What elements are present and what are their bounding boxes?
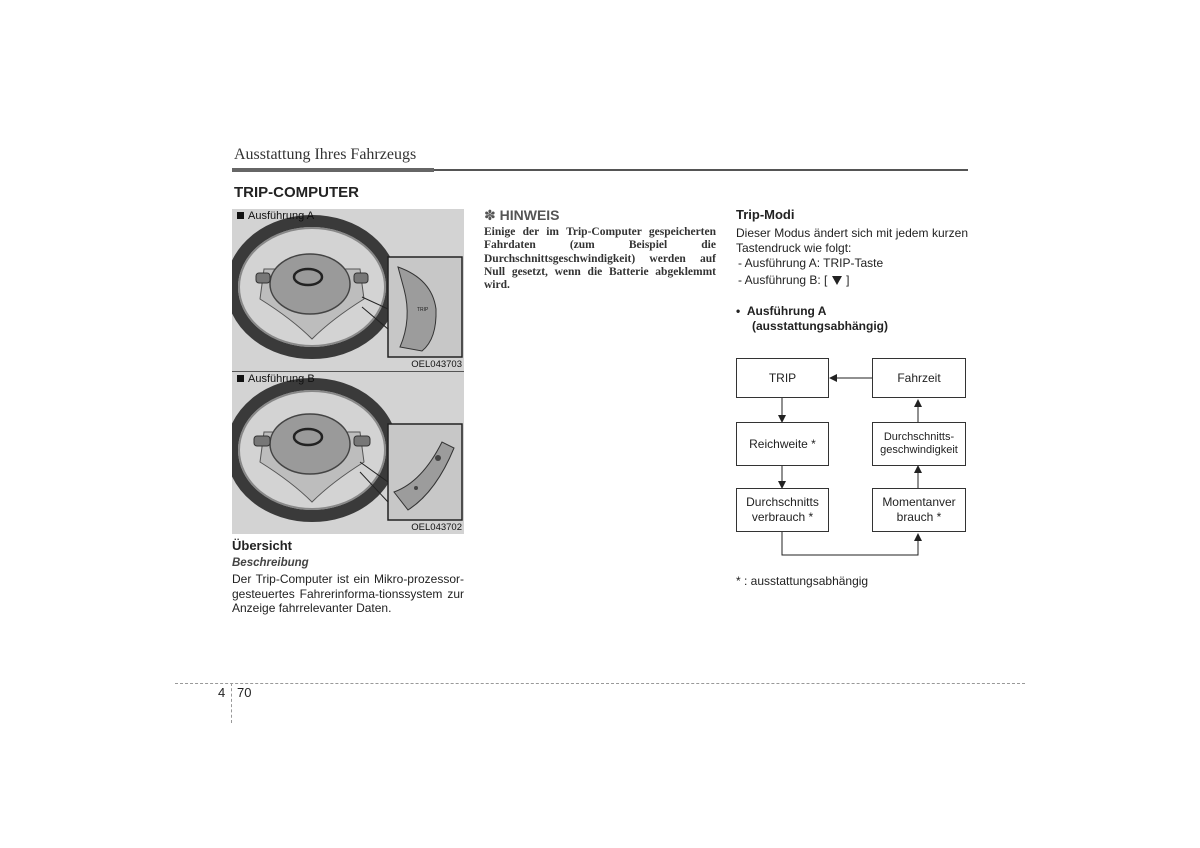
trip-modes-footnote: * : ausstattungsabhängig — [736, 574, 869, 588]
steering-wheel-a-illustration — [232, 209, 464, 371]
note-text: Einige der im Trip-Computer gespeicherten Fahrdaten (zum Beispiel die Durchschnittsgeschwindigkeit) werden auf Null gesetzt, wenn die Batterie abgeklemmt wird. — [484, 226, 716, 292]
header-rule-accent — [232, 168, 434, 172]
flow-box-fahrzeit: Fahrzeit — [872, 358, 966, 398]
flow-box-reichweite: Reichweite * — [736, 422, 829, 466]
page-header-title: Ausstattung Ihres Fahrzeugs — [234, 146, 417, 163]
figure-b-label: Ausführung B — [237, 373, 315, 385]
steering-wheel-figure-b — [232, 371, 464, 534]
flow-box-durchschnittsgeschwindigkeit: Durchschnitts- geschwindigkeit — [872, 422, 966, 466]
overview-text: Der Trip-Computer ist ein Mikro-prozessor-gesteuertes Fahrerinforma-tionssystem zur Anzeige fahrrelevanter Daten. — [232, 572, 464, 615]
overview-subheading: Beschreibung — [232, 557, 309, 569]
down-triangle-icon — [832, 276, 842, 285]
footer-rule — [175, 683, 1025, 684]
figure-b-code: OEL043702 — [411, 522, 462, 533]
trip-modes-heading: Trip-Modi — [736, 207, 795, 222]
note-title: ✽ HINWEIS — [484, 207, 560, 223]
section-title: TRIP-COMPUTER — [234, 184, 359, 201]
figure-a-code: OEL043703 — [411, 359, 462, 370]
trip-modes-item-a: - Ausführung A: TRIP-Taste — [738, 256, 884, 270]
footer-divider — [231, 683, 232, 723]
steering-wheel-figure-a — [232, 209, 464, 371]
trip-modes-item-b: - Ausführung B: [ ] — [738, 273, 850, 287]
overview-heading: Übersicht — [232, 538, 292, 553]
steering-wheel-b-illustration — [232, 372, 464, 534]
flow-box-durchschnittsverbrauch: Durchschnitts verbrauch * — [736, 488, 829, 532]
chapter-number: 4 — [218, 685, 226, 700]
flow-box-momentanverbrauch: Momentanver brauch * — [872, 488, 966, 532]
bullet-dot: • — [736, 304, 747, 318]
trip-button-label: TRIP — [417, 307, 429, 313]
figure-a-label: Ausführung A — [237, 210, 314, 222]
trip-modes-bullet: • Ausführung A (ausstattungsabhängig) — [736, 304, 889, 333]
trip-modes-intro: Dieser Modus ändert sich mit jedem kurzen Tastendruck wie folgt: — [736, 226, 968, 255]
page-number: 70 — [237, 685, 252, 700]
flow-box-trip: TRIP — [736, 358, 829, 398]
